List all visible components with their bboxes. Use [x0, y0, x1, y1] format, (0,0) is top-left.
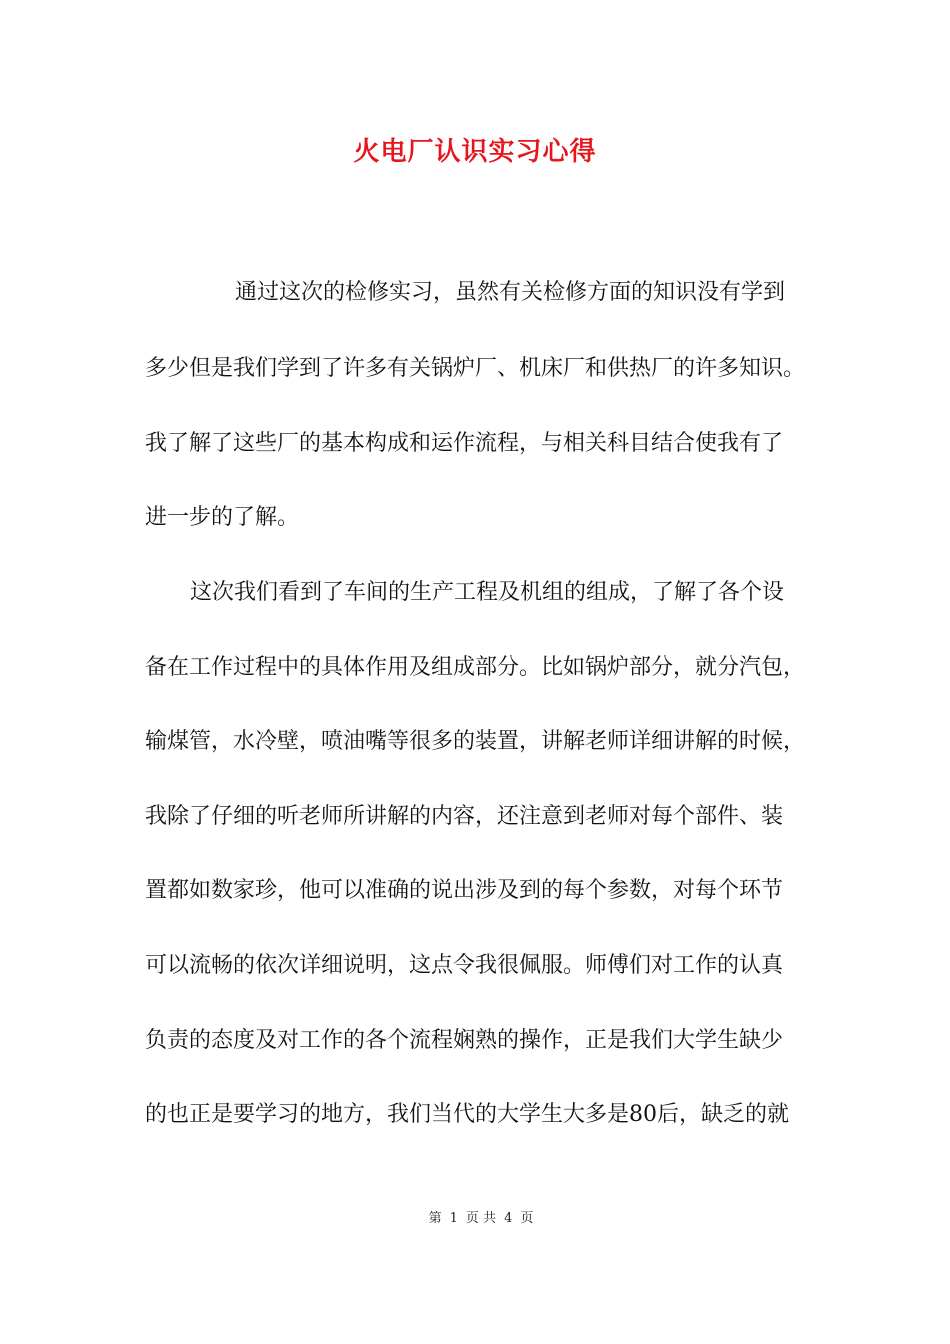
footer-suffix: 页 [520, 1211, 534, 1226]
footer-total-pages: 4 [504, 1211, 513, 1226]
paragraph-line: 我除了仔细的听老师所讲解的内容，还注意到老师对每个部件、装 [145, 804, 784, 829]
paragraph-line: 多少但是我们学到了许多有关锅炉厂、机床厂和供热厂的许多知识。 [145, 356, 806, 381]
paragraph-line: 这次我们看到了车间的生产工程及机组的组成，了解了各个设 [190, 580, 785, 605]
document-title: 火电厂认识实习心得 [353, 137, 597, 167]
page-footer [0, 1209, 950, 1229]
paragraph-line: 的也正是要学习的地方，我们当代的大学生大多是80后，缺乏的就 [145, 1102, 789, 1127]
footer-middle: 页 共 [465, 1211, 497, 1226]
paragraph-line: 进一步的了解。 [145, 505, 300, 530]
footer-prefix: 第 [428, 1211, 442, 1226]
paragraph-line: 我了解了这些厂的基本构成和运作流程，与相关科目结合使我有了 [145, 431, 784, 456]
paragraph-line: 可以流畅的依次详细说明，这点令我很佩服。师傅们对工作的认真 [145, 953, 784, 978]
paragraph-line: 负责的态度及对工作的各个流程娴熟的操作，正是我们大学生缺少 [145, 1028, 784, 1053]
paragraph-line: 置都如数家珍，他可以准确的说出涉及到的每个参数，对每个环节 [145, 878, 784, 903]
paragraph-line: 备在工作过程中的具体作用及组成部分。比如锅炉部分，就分汽包， [145, 655, 806, 680]
paragraph-line: 输煤管，水冷壁，喷油嘴等很多的装置，讲解老师详细讲解的时候， [145, 729, 806, 754]
paragraph-line: 通过这次的检修实习，虽然有关检修方面的知识没有学到 [235, 280, 786, 305]
footer-page-number: 1 [449, 1211, 458, 1226]
